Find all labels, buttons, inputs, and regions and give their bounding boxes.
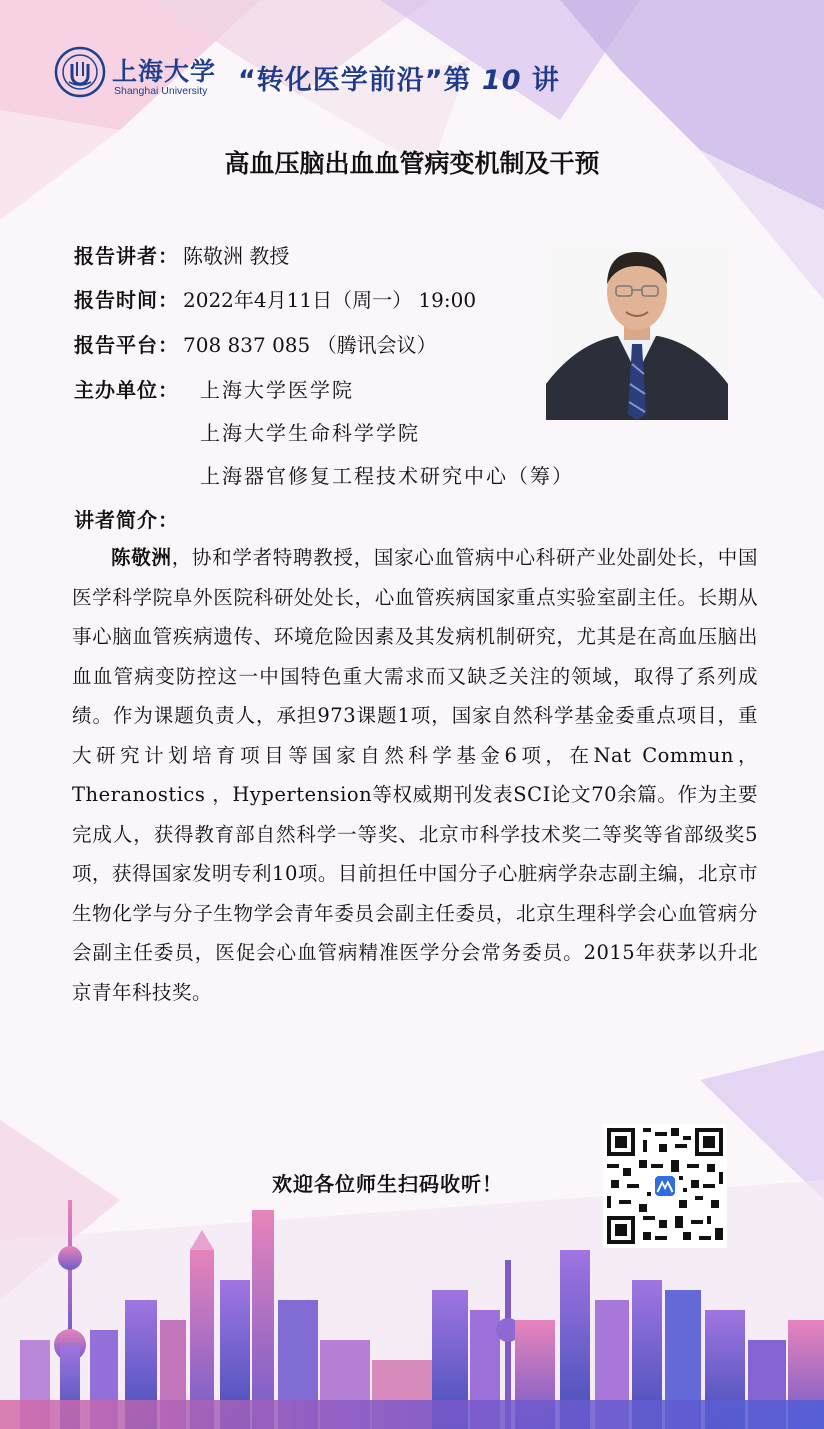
welcome-text: 欢迎各位师生扫码收听！	[272, 1172, 503, 1196]
speaker-label: 报告讲者：	[74, 244, 179, 268]
organizer-label: 主办单位：	[74, 378, 179, 402]
organizer-item: 上海大学生命科学学院	[200, 421, 420, 445]
speaker-photo	[546, 244, 728, 420]
organizer-item: 上海大学医学院	[200, 378, 354, 402]
organizer-row	[74, 374, 179, 403]
university-logo-icon	[54, 46, 106, 98]
university-name-en: Shanghai University	[114, 85, 208, 97]
series-prefix: “转化医学前沿”第	[238, 65, 472, 96]
bio-heading: 讲者简介：	[74, 508, 179, 532]
platform-row	[74, 329, 437, 358]
university-name-cn: 上海大学	[112, 57, 217, 86]
qr-code-icon[interactable]	[603, 1124, 727, 1248]
time-value: 2022年4月11日（周一） 19:00	[183, 288, 477, 312]
speaker-row	[74, 240, 289, 269]
organizer-item: 上海器官修复工程技术研究中心（筹）	[200, 464, 574, 488]
bio-paragraph	[72, 538, 758, 1012]
platform-value: 708 837 085 （腾讯会议）	[183, 333, 437, 357]
bio-name: 陈敬洲	[111, 546, 172, 569]
lecture-title: 高血压脑出血血管病变机制及干预	[224, 149, 600, 178]
bio-text: ，协和学者特聘教授，国家心血管病中心科研产业处副处长，中国医学科学院阜外医院科研处处长，心血管疾病国家重点实验室副主任。长期从事心脑血管疾病遗传、环境危险因素及其发病机制研究，尤其是在高血压脑出血血管病变防控这一中国特色重大需求而又缺乏关注的领域，取得了系列成绩。作为课题负责人，承担973课题1项，国家自然科学基金委重点项目，重大研究计划培育项目等国家自然科学基金6项，在Nat Commun，Theranostics ，Hypertension等权威期刊发表SCI论文70余篇。作为主要完成人，获得教育部自然科学一等奖、北京市科学技术奖二等奖等省部级奖5项，获得国家发明专利10项。目前担任中国分子心脏病学杂志副主编，北京市生物化学与分子生物学会青年委员会副主任委员，北京生理科学会心血管病分会副主任委员，医促会心血管病精准医学分会常务委员。2015年获茅以升北京青年科技奖。	[72, 546, 758, 1004]
series-suffix: 讲	[531, 65, 560, 96]
lecture-series-title	[238, 58, 560, 97]
series-number: 10	[481, 65, 522, 96]
time-label: 报告时间：	[74, 288, 179, 312]
platform-label: 报告平台：	[74, 333, 179, 357]
time-row	[74, 284, 476, 313]
speaker-value: 陈敬洲 教授	[183, 244, 290, 268]
